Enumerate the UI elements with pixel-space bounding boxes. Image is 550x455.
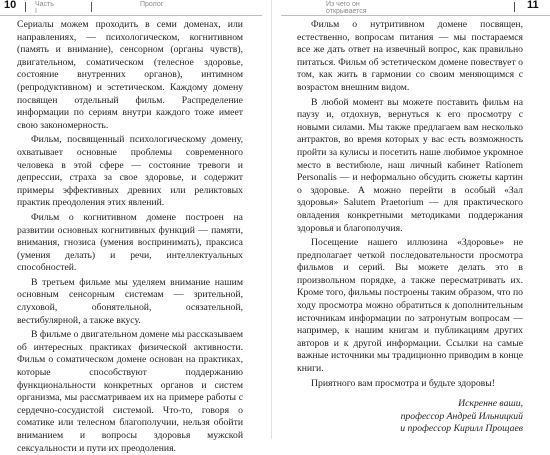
left-page-body xyxy=(17,19,243,455)
header-divider xyxy=(514,2,515,12)
left-paragraph-1: Сериалы можем проходить в семи доменах, или направлениях, — психологическом, когнитивном (память и внимание), сенсорном (органы чувств), двигательном, соматическом (телесное здоровье, состояние внутренних органов), интимном (репродуктивном) и эстетическом. Каждому домену посвящен отдельный фильм. Распределение информации по сериям внутри каждого тоже имеет свою закономерность. xyxy=(17,19,243,131)
right-paragraph-4: Приятного вам просмотра и будьте здоровы! xyxy=(311,377,495,389)
book-spine xyxy=(271,0,272,439)
left-section-label: Пролог xyxy=(140,1,164,8)
left-page-number: 10 xyxy=(4,0,17,11)
signature-block xyxy=(297,398,523,436)
right-paragraph-2: В любой момент вы можете поставить фильм на паузу и, отдохнув, вернуться к его просмотру с новыми силами. Мы также предлагаем вам несколько антрактов, во время которых у вас есть возможность пройти за кулисы и посетить наше любимое укромное место в вестибюле, наш личный кабинет Rationem Personalis — и неформально обсудить сюжеты картин о здоровье. А можно перейти в особый «Зал здоровья» Salutem Praetorium — для практического овладения конкретными методиками поддержания здоровья и благополучия. xyxy=(297,96,523,234)
signature-greeting: Искренне ваши, xyxy=(458,398,523,410)
header-divider xyxy=(91,2,92,12)
left-paragraph-3: Фильм о когнитивном домене построен на развитии основных когнитивных функций — памяти, внимания, гнозиса (умения воспринимать), праксиса (умения делать) и речи, интеллектуальных способностей. xyxy=(17,211,243,274)
header-divider xyxy=(25,2,26,12)
left-header-rule xyxy=(0,15,262,16)
right-page-body xyxy=(297,19,523,436)
signature-author-1: профессор Андрей Ильницкий xyxy=(400,410,523,422)
right-paragraph-3: Посещение нашего иллюзина «Здоровье» не предполагает четкой последовательности просмотра фильмов и серий. Вы можете делать это в произвольном порядке, а также пересматривать их. Кроме того, фильмы построены таким образом, что по ходу просмотра можно обратиться к дополнительным источникам информации по затронутым вопросам — например, к нашим книгам и публикациям других авторов и к другой информации. Ссылки на самые важные источники мы традиционно приводим в конце книги. xyxy=(297,237,523,375)
left-paragraph-4: В третьем фильме мы уделяем внимание нашим основным сенсорным системам — зрительной, слуховой, обонятельной, осязательной, вестибулярной, а также вкусу. xyxy=(17,276,243,326)
signature-author-2: и профессор Кирилл Прощаев xyxy=(400,423,523,435)
right-page-number: 11 xyxy=(527,0,539,11)
left-paragraph-5: В фильме о двигательном домене мы рассказываем об интересных практиках физической активности. Фильм о соматическом домене основан на практиках, которые способствуют поддержанию функциональности конкретных органов и систем организма, мы рассматриваем их на примере работы с сердечно-сосудистой системой. Что-то, говоря о соматике или телесном благополучии, нельзя обойти вниманием и вопросы здоровья мужской сексуальности и пути их преодоления. xyxy=(17,329,243,454)
right-section-label: Из чего он открывается xyxy=(326,1,367,15)
part-label: Часть I xyxy=(35,1,54,15)
right-paragraph-1: Фильм о нутритивном домене посвящен, естественно, вопросам питания — мы постараемся все же дать ответ на извечный вопрос, как правильно питаться. Фильм об эстетическом домене повествует о том, как жить в гармонии со своим меняющимся с возрастом внешним видом. xyxy=(297,19,523,93)
left-paragraph-2: Фильм, посвященный психологическому домену, охватывает основные проблемы современного человека в этой сфере — состояние тревоги и депрессии, страха за свое здоровье, и содержит примеры эффективных древних или реликтовых практик преодоления этих явлений. xyxy=(17,134,243,209)
right-header-rule xyxy=(281,15,550,16)
